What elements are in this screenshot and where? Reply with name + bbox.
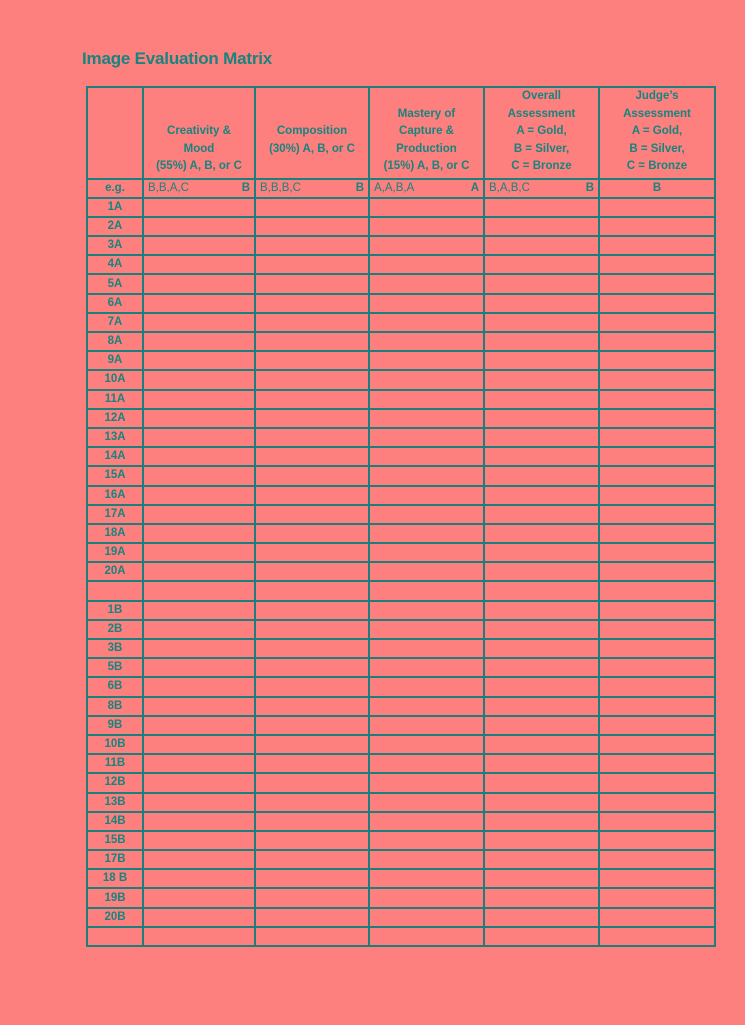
composition-cell[interactable] [255, 274, 369, 293]
judge-cell[interactable] [599, 236, 715, 255]
table-row [87, 601, 715, 620]
creativity-cell[interactable] [143, 888, 255, 907]
creativity-cell[interactable] [143, 351, 255, 370]
judge-cell[interactable] [599, 562, 715, 581]
creativity-cell[interactable] [143, 927, 255, 946]
header-entry [87, 87, 143, 179]
judge-cell[interactable] [599, 850, 715, 869]
mastery-cell[interactable] [369, 620, 484, 639]
creativity-cell[interactable] [143, 466, 255, 485]
overall-cell[interactable] [484, 697, 599, 716]
header-creativity-mood: Creativity & Mood (55%) A, B, or C [143, 87, 255, 179]
composition-cell[interactable] [255, 236, 369, 255]
table-row [87, 562, 715, 581]
composition-cell[interactable] [255, 716, 369, 735]
creativity-cell[interactable] [143, 773, 255, 792]
overall-cell[interactable] [484, 850, 599, 869]
row-label: 11A [87, 390, 143, 409]
table-row [87, 486, 715, 505]
overall-cell[interactable] [484, 447, 599, 466]
composition-cell[interactable] [255, 543, 369, 562]
judge-cell[interactable] [599, 716, 715, 735]
mastery-cell[interactable] [369, 869, 484, 888]
creativity-cell[interactable] [143, 850, 255, 869]
example-composition [255, 179, 369, 198]
creativity-cell[interactable] [143, 735, 255, 754]
row-label: 12B [87, 773, 143, 792]
row-label: 13A [87, 428, 143, 447]
judge-cell[interactable] [599, 274, 715, 293]
creativity-cell[interactable] [143, 812, 255, 831]
composition-cell[interactable] [255, 927, 369, 946]
composition-cell[interactable] [255, 428, 369, 447]
overall-cell[interactable] [484, 198, 599, 217]
votes: B,B,B,C [260, 181, 301, 194]
composition-cell[interactable] [255, 351, 369, 370]
judge-cell[interactable] [599, 677, 715, 696]
table-row [87, 236, 715, 255]
composition-cell[interactable] [255, 812, 369, 831]
row-label: 15B [87, 831, 143, 850]
overall-cell[interactable] [484, 677, 599, 696]
judge-cell[interactable] [599, 658, 715, 677]
creativity-cell[interactable] [143, 274, 255, 293]
row-label: 3B [87, 639, 143, 658]
composition-cell[interactable] [255, 255, 369, 274]
table-row [87, 888, 715, 907]
composition-cell[interactable] [255, 620, 369, 639]
overall-cell[interactable] [484, 754, 599, 773]
judge-cell[interactable] [599, 773, 715, 792]
mastery-cell[interactable] [369, 735, 484, 754]
table-row [87, 773, 715, 792]
overall-cell[interactable] [484, 773, 599, 792]
composition-cell[interactable] [255, 773, 369, 792]
table-row [87, 274, 715, 293]
creativity-cell[interactable] [143, 562, 255, 581]
judge-cell[interactable] [599, 812, 715, 831]
table-row [87, 370, 715, 389]
row-label: 5A [87, 274, 143, 293]
overall-cell[interactable] [484, 524, 599, 543]
creativity-cell[interactable] [143, 658, 255, 677]
judge-cell[interactable] [599, 908, 715, 927]
overall-cell[interactable] [484, 581, 599, 600]
mastery-cell[interactable] [369, 793, 484, 812]
overall-cell[interactable] [484, 620, 599, 639]
judge-cell[interactable] [599, 697, 715, 716]
judge-cell[interactable] [599, 601, 715, 620]
row-label: 1A [87, 198, 143, 217]
overall-cell[interactable] [484, 793, 599, 812]
row-label: 20B [87, 908, 143, 927]
table-row [87, 716, 715, 735]
judge-cell[interactable] [599, 198, 715, 217]
creativity-cell[interactable] [143, 601, 255, 620]
mastery-cell[interactable] [369, 581, 484, 600]
overall-cell[interactable] [484, 869, 599, 888]
composition-cell[interactable] [255, 332, 369, 351]
composition-cell[interactable] [255, 486, 369, 505]
mastery-cell[interactable] [369, 639, 484, 658]
composition-cell[interactable] [255, 562, 369, 581]
creativity-cell[interactable] [143, 581, 255, 600]
row-label: 18A [87, 524, 143, 543]
row-label: 14A [87, 447, 143, 466]
judge-cell[interactable] [599, 255, 715, 274]
row-label: 17A [87, 505, 143, 524]
table-row [87, 812, 715, 831]
judge-cell[interactable] [599, 927, 715, 946]
table-row [87, 466, 715, 485]
overall-cell[interactable] [484, 601, 599, 620]
table-row [87, 409, 715, 428]
creativity-cell[interactable] [143, 255, 255, 274]
mastery-cell[interactable] [369, 447, 484, 466]
mastery-cell[interactable] [369, 332, 484, 351]
creativity-cell[interactable] [143, 217, 255, 236]
table-row [87, 658, 715, 677]
composition-cell[interactable] [255, 217, 369, 236]
judge-cell[interactable] [599, 524, 715, 543]
overall-cell[interactable] [484, 217, 599, 236]
judge-cell[interactable] [599, 888, 715, 907]
mastery-cell[interactable] [369, 908, 484, 927]
judge-cell[interactable] [599, 581, 715, 600]
row-label: 10B [87, 735, 143, 754]
table-row [87, 908, 715, 927]
overall-cell[interactable] [484, 409, 599, 428]
overall-cell[interactable] [484, 888, 599, 907]
composition-cell[interactable] [255, 831, 369, 850]
example-creativity [143, 179, 255, 198]
judge-cell[interactable] [599, 735, 715, 754]
creativity-cell[interactable] [143, 754, 255, 773]
creativity-cell[interactable] [143, 486, 255, 505]
overall-cell[interactable] [484, 658, 599, 677]
creativity-cell[interactable] [143, 236, 255, 255]
creativity-cell[interactable] [143, 409, 255, 428]
overall-cell[interactable] [484, 812, 599, 831]
header-overall-assessment: Overall Assessment A = Gold, B = Silver, C = Bronze [484, 87, 599, 179]
mastery-cell[interactable] [369, 754, 484, 773]
creativity-cell[interactable] [143, 697, 255, 716]
header-composition: Composition (30%) A, B, or C [255, 87, 369, 179]
overall-cell[interactable] [484, 428, 599, 447]
overall-cell[interactable] [484, 543, 599, 562]
judge-cell[interactable] [599, 313, 715, 332]
mastery-cell[interactable] [369, 831, 484, 850]
overall-cell[interactable] [484, 466, 599, 485]
composition-cell[interactable] [255, 447, 369, 466]
judge-cell[interactable] [599, 639, 715, 658]
mastery-cell[interactable] [369, 217, 484, 236]
overall-cell[interactable] [484, 313, 599, 332]
judge-cell[interactable] [599, 332, 715, 351]
creativity-cell[interactable] [143, 677, 255, 696]
creativity-cell[interactable] [143, 370, 255, 389]
row-label: 19A [87, 543, 143, 562]
judge-cell[interactable] [599, 351, 715, 370]
creativity-cell[interactable] [143, 505, 255, 524]
mastery-cell[interactable] [369, 313, 484, 332]
judge-cell[interactable] [599, 869, 715, 888]
mastery-cell[interactable] [369, 562, 484, 581]
table-row [87, 850, 715, 869]
header-mastery: Mastery of Capture & Production (15%) A, B, or C [369, 87, 484, 179]
composition-cell[interactable] [255, 735, 369, 754]
row-label: 15A [87, 466, 143, 485]
composition-cell[interactable] [255, 409, 369, 428]
grade: B [355, 181, 364, 194]
overall-cell[interactable] [484, 294, 599, 313]
example-mastery [369, 179, 484, 198]
creativity-cell[interactable] [143, 390, 255, 409]
overall-cell[interactable] [484, 332, 599, 351]
row-label: 19B [87, 888, 143, 907]
row-label: 7A [87, 313, 143, 332]
example-row [87, 179, 715, 198]
composition-cell[interactable] [255, 850, 369, 869]
row-label: 1B [87, 601, 143, 620]
row-label: 6B [87, 677, 143, 696]
mastery-cell[interactable] [369, 198, 484, 217]
composition-cell[interactable] [255, 505, 369, 524]
example-overall [484, 179, 599, 198]
votes: B,B,A,C [148, 181, 189, 194]
judge-cell[interactable] [599, 754, 715, 773]
creativity-cell[interactable] [143, 793, 255, 812]
creativity-cell[interactable] [143, 831, 255, 850]
row-label: 17B [87, 850, 143, 869]
creativity-cell[interactable] [143, 524, 255, 543]
composition-cell[interactable] [255, 908, 369, 927]
mastery-cell[interactable] [369, 351, 484, 370]
example-judge: B [599, 179, 715, 198]
evaluation-matrix-table [86, 86, 716, 947]
blank-row [87, 581, 715, 600]
table-row [87, 294, 715, 313]
blank-row [87, 927, 715, 946]
row-label: 13B [87, 793, 143, 812]
table-row [87, 524, 715, 543]
composition-cell[interactable] [255, 466, 369, 485]
mastery-cell[interactable] [369, 236, 484, 255]
composition-cell[interactable] [255, 888, 369, 907]
mastery-cell[interactable] [369, 428, 484, 447]
judge-cell[interactable] [599, 793, 715, 812]
judge-cell[interactable] [599, 486, 715, 505]
table-row [87, 543, 715, 562]
composition-cell[interactable] [255, 793, 369, 812]
overall-cell[interactable] [484, 236, 599, 255]
composition-cell[interactable] [255, 697, 369, 716]
overall-cell[interactable] [484, 908, 599, 927]
row-label: 4A [87, 255, 143, 274]
creativity-cell[interactable] [143, 543, 255, 562]
overall-cell[interactable] [484, 639, 599, 658]
mastery-cell[interactable] [369, 773, 484, 792]
composition-cell[interactable] [255, 370, 369, 389]
row-label [87, 581, 143, 600]
table-row [87, 697, 715, 716]
row-label: 18 B [87, 869, 143, 888]
row-label: 2A [87, 217, 143, 236]
judge-cell[interactable] [599, 831, 715, 850]
judge-cell[interactable] [599, 390, 715, 409]
mastery-cell[interactable] [369, 409, 484, 428]
composition-cell[interactable] [255, 390, 369, 409]
table-row [87, 313, 715, 332]
table-row [87, 620, 715, 639]
mastery-cell[interactable] [369, 927, 484, 946]
table-row [87, 428, 715, 447]
mastery-cell[interactable] [369, 486, 484, 505]
header-judges-assessment: Judge’s Assessment A = Gold, B = Silver, C = Bronze [599, 87, 715, 179]
overall-cell[interactable] [484, 351, 599, 370]
mastery-cell[interactable] [369, 812, 484, 831]
table-row [87, 198, 715, 217]
row-label: 6A [87, 294, 143, 313]
creativity-cell[interactable] [143, 908, 255, 927]
composition-cell[interactable] [255, 658, 369, 677]
composition-cell[interactable] [255, 869, 369, 888]
judge-cell[interactable] [599, 447, 715, 466]
overall-cell[interactable] [484, 486, 599, 505]
overall-cell[interactable] [484, 505, 599, 524]
header-row [87, 87, 715, 179]
judge-cell[interactable] [599, 543, 715, 562]
table-row [87, 217, 715, 236]
judge-cell[interactable] [599, 505, 715, 524]
judge-cell[interactable] [599, 409, 715, 428]
creativity-cell[interactable] [143, 716, 255, 735]
grade: B [241, 181, 250, 194]
creativity-cell[interactable] [143, 332, 255, 351]
mastery-cell[interactable] [369, 697, 484, 716]
row-label: 8B [87, 697, 143, 716]
creativity-cell[interactable] [143, 620, 255, 639]
judge-cell[interactable] [599, 217, 715, 236]
composition-cell[interactable] [255, 294, 369, 313]
judge-cell[interactable] [599, 294, 715, 313]
mastery-cell[interactable] [369, 850, 484, 869]
votes: B,A,B,C [489, 181, 530, 194]
composition-cell[interactable] [255, 581, 369, 600]
table-row [87, 351, 715, 370]
judge-cell[interactable] [599, 370, 715, 389]
mastery-cell[interactable] [369, 543, 484, 562]
row-label: 2B [87, 620, 143, 639]
table-row [87, 831, 715, 850]
row-label: 11B [87, 754, 143, 773]
mastery-cell[interactable] [369, 524, 484, 543]
row-label: 16A [87, 486, 143, 505]
composition-cell[interactable] [255, 639, 369, 658]
table-row [87, 505, 715, 524]
creativity-cell[interactable] [143, 447, 255, 466]
mastery-cell[interactable] [369, 677, 484, 696]
judge-cell[interactable] [599, 428, 715, 447]
composition-cell[interactable] [255, 754, 369, 773]
mastery-cell[interactable] [369, 505, 484, 524]
table-row [87, 677, 715, 696]
row-label: 10A [87, 370, 143, 389]
overall-cell[interactable] [484, 274, 599, 293]
overall-cell[interactable] [484, 831, 599, 850]
row-label: 5B [87, 658, 143, 677]
mastery-cell[interactable] [369, 716, 484, 735]
overall-cell[interactable] [484, 735, 599, 754]
table-row [87, 754, 715, 773]
composition-cell[interactable] [255, 313, 369, 332]
mastery-cell[interactable] [369, 390, 484, 409]
table-row [87, 332, 715, 351]
row-label: 3A [87, 236, 143, 255]
composition-cell[interactable] [255, 677, 369, 696]
mastery-cell[interactable] [369, 466, 484, 485]
row-label [87, 927, 143, 946]
mastery-cell[interactable] [369, 658, 484, 677]
grade: B [585, 181, 594, 194]
table-row [87, 793, 715, 812]
overall-cell[interactable] [484, 927, 599, 946]
composition-cell[interactable] [255, 198, 369, 217]
mastery-cell[interactable] [369, 255, 484, 274]
overall-cell[interactable] [484, 562, 599, 581]
creativity-cell[interactable] [143, 313, 255, 332]
table-row [87, 639, 715, 658]
grade: A [470, 181, 479, 194]
overall-cell[interactable] [484, 370, 599, 389]
composition-cell[interactable] [255, 524, 369, 543]
row-label: 8A [87, 332, 143, 351]
creativity-cell[interactable] [143, 294, 255, 313]
creativity-cell[interactable] [143, 869, 255, 888]
row-label: 14B [87, 812, 143, 831]
row-label: 9B [87, 716, 143, 735]
mastery-cell[interactable] [369, 601, 484, 620]
creativity-cell[interactable] [143, 198, 255, 217]
creativity-cell[interactable] [143, 428, 255, 447]
table-row [87, 869, 715, 888]
table-row [87, 390, 715, 409]
creativity-cell[interactable] [143, 639, 255, 658]
page-title: Image Evaluation Matrix [82, 49, 273, 68]
row-label: 20A [87, 562, 143, 581]
example-label: e.g. [87, 179, 143, 198]
mastery-cell[interactable] [369, 274, 484, 293]
row-label: 12A [87, 409, 143, 428]
table-row [87, 255, 715, 274]
mastery-cell[interactable] [369, 370, 484, 389]
votes: A,A,B,A [374, 181, 415, 194]
composition-cell[interactable] [255, 601, 369, 620]
judge-cell[interactable] [599, 620, 715, 639]
judge-cell[interactable] [599, 466, 715, 485]
table-row [87, 735, 715, 754]
overall-cell[interactable] [484, 255, 599, 274]
mastery-cell[interactable] [369, 294, 484, 313]
table-row [87, 447, 715, 466]
mastery-cell[interactable] [369, 888, 484, 907]
overall-cell[interactable] [484, 390, 599, 409]
row-label: 9A [87, 351, 143, 370]
overall-cell[interactable] [484, 716, 599, 735]
